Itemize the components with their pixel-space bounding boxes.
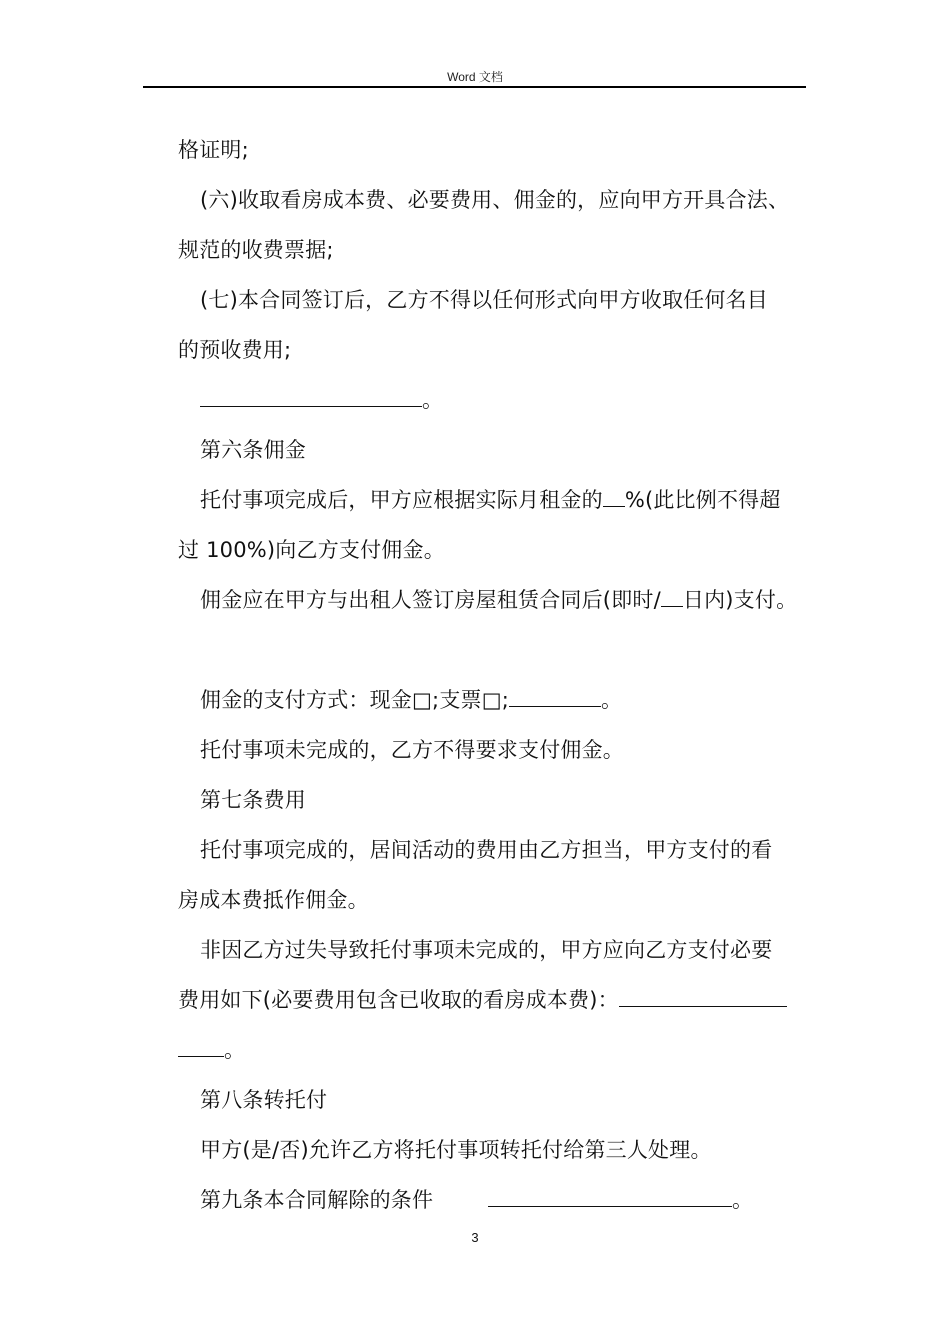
paragraph-line: 房成本费抵作佣金。 (178, 888, 369, 912)
paragraph-line: 托付事项未完成的，乙方不得要求支付佣金。 (200, 738, 624, 762)
paragraph-line: 托付事项完成后，甲方应根据实际月租金的 %(此比例不得超 (200, 488, 781, 512)
paragraph-line: 非因乙方过失导致托付事项未完成的，甲方应向乙方支付必要 (200, 938, 773, 962)
page-number: 3 (471, 1230, 479, 1245)
paragraph-line: 的预收费用; (178, 338, 292, 362)
section-heading: 第六条佣金 (200, 438, 306, 462)
blank-underline (619, 986, 787, 1007)
paragraph-line: (七)本合同签订后，乙方不得以任何形式向甲方收取任何名目 (200, 288, 768, 312)
blank-underline (603, 486, 625, 507)
paragraph-line: (六)收取看房成本费、必要费用、佣金的，应向甲方开具合法、 (200, 188, 790, 212)
blank-underline (509, 686, 601, 707)
fill-blank-line: 。 (488, 1186, 753, 1214)
fill-blank-line: 。 (178, 1036, 245, 1064)
paragraph-line: 甲方(是/否)允许乙方将托付事项转托付给第三人处理。 (200, 1138, 712, 1162)
blank-underline (200, 386, 422, 407)
blank-underline (488, 1186, 732, 1207)
paragraph-line: 格证明; (178, 138, 249, 162)
section-heading: 第九条本合同解除的条件 (200, 1188, 434, 1212)
fill-blank-line: 。 (200, 386, 443, 414)
paragraph-line: 佣金应在甲方与出租人签订房屋租赁合同后(即时/ 日内)支付。 (200, 588, 798, 612)
blank-underline (661, 586, 683, 607)
blank-underline (178, 1036, 224, 1057)
paragraph-line: 规范的收费票据; (178, 238, 334, 262)
paragraph-line: 佣金的支付方式：现金□;支票□; 。 (200, 688, 623, 712)
paragraph-line: 费用如下(必要费用包含已收取的看房成本费)： (178, 986, 787, 1014)
page-header: Word 文档 (447, 70, 503, 84)
header-divider (143, 86, 806, 88)
section-heading: 第八条转托付 (200, 1088, 328, 1112)
paragraph-line: 过 100%)向乙方支付佣金。 (178, 538, 445, 562)
section-heading: 第七条费用 (200, 788, 306, 812)
paragraph-line: 托付事项完成的，居间活动的费用由乙方担当，甲方支付的看 (200, 838, 773, 862)
